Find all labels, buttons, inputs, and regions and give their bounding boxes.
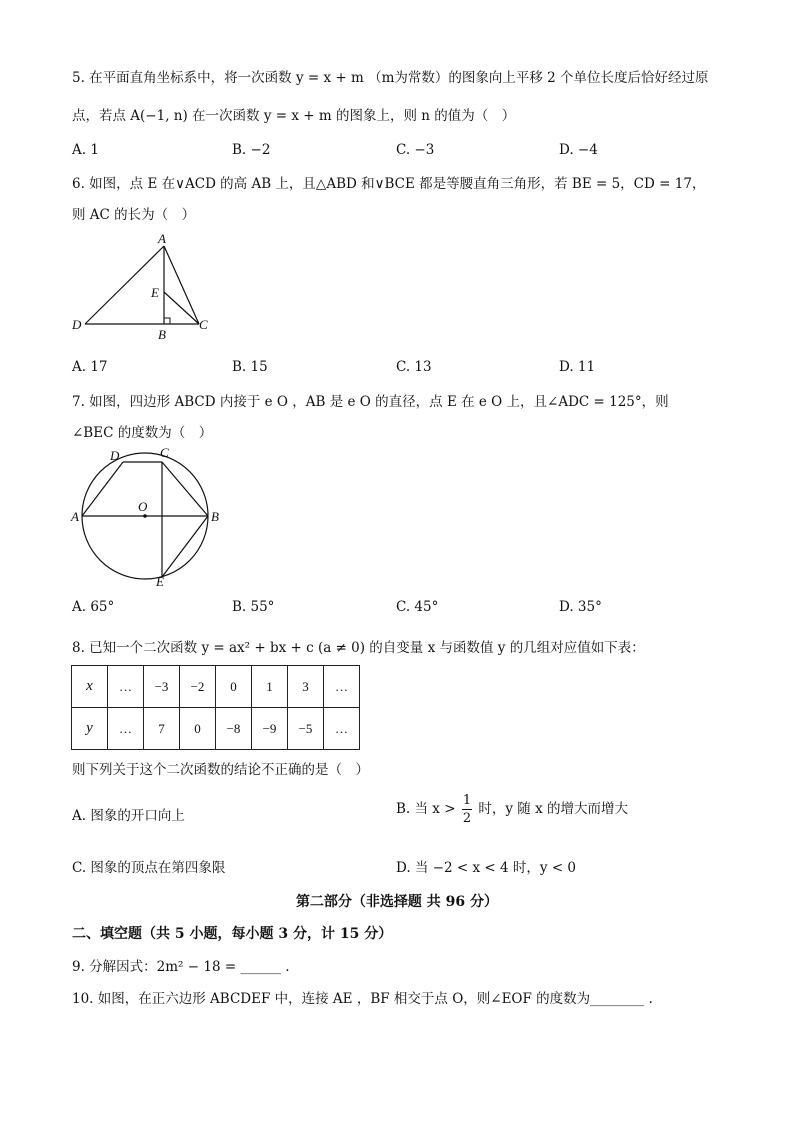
q8-option-d: D. 当 −2 < x < 4 时，y < 0: [396, 860, 577, 876]
q6-label-a: A: [158, 231, 166, 246]
q6-line1: 6. 如图，点 E 在∨ACD 的高 AB 上，且△ABD 和∨BCE 都是等腰直角三角形，若 BE = 5，CD = 17，: [72, 176, 706, 192]
table-cell: 7: [144, 708, 180, 750]
q6-line2: 则 AC 的长为（ ）: [72, 207, 196, 223]
fraction-numerator: 1: [462, 793, 472, 808]
q5-line1: 5. 在平面直角坐标系中，将一次函数 y = x + m （m为常数）的图象向上平移 2 个单位长度后恰好经过原: [72, 70, 709, 86]
q6-right-angle-mark: [164, 318, 170, 324]
table-cell: 0: [180, 708, 216, 750]
q8-option-a: A. 图象的开口向上: [72, 808, 185, 824]
q6-label-d: D: [72, 317, 82, 332]
q8-value-table: [71, 665, 360, 750]
table-cell: …: [324, 666, 360, 708]
q7-line2: ∠BEC 的度数为（ ）: [72, 425, 213, 441]
q6-option-d: D. 11: [559, 359, 596, 375]
table-cell: −8: [216, 708, 252, 750]
part2-title: 第二部分（非选择题 共 96 分）: [295, 894, 499, 910]
q6-label-c: C: [199, 317, 208, 332]
q7-option-b: B. 55°: [232, 599, 275, 615]
table-cell: …: [324, 708, 360, 750]
table-cell: −3: [144, 666, 180, 708]
q7-option-c: C. 45°: [396, 599, 439, 615]
table-cell: x: [72, 666, 108, 708]
q7-option-d: D. 35°: [559, 599, 602, 615]
q8-option-b-suffix: 时，y 随 x 的增大而增大: [478, 801, 629, 817]
q7-label-d: D: [110, 448, 120, 463]
q8-line1: 8. 已知一个二次函数 y = ax² + bx + c (a ≠ 0) 的自变量 x 与函数值 y 的几组对应值如下表：: [72, 640, 645, 656]
table-cell: y: [72, 708, 108, 750]
q6-triangle-figure: [66, 230, 216, 345]
table-cell: −2: [180, 666, 216, 708]
q7-segment-cb: [162, 462, 208, 516]
q8-option-c: C. 图象的顶点在第四象限: [72, 860, 226, 876]
table-cell: 3: [288, 666, 324, 708]
table-cell: 1: [252, 666, 288, 708]
table-cell: 0: [216, 666, 252, 708]
q6-option-a: A. 17: [72, 359, 108, 375]
q5-option-c: C. −3: [396, 142, 435, 158]
q6-option-c: C. 13: [396, 359, 432, 375]
q6-option-b: B. 15: [232, 359, 268, 375]
q5-option-b: B. −2: [232, 142, 271, 158]
q7-segment-be: [162, 516, 208, 577]
q5-option-a: A. 1: [72, 142, 99, 158]
q8-option-b: [396, 794, 628, 825]
q5-option-d: D. −4: [559, 142, 598, 158]
q6-segment-ec: [164, 292, 199, 324]
q6-label-e: E: [151, 285, 159, 300]
table-cell: …: [108, 708, 144, 750]
q8-option-b-prefix: B. 当 x >: [396, 801, 456, 817]
q6-label-b: B: [158, 327, 166, 342]
q7-circle-figure: [66, 443, 226, 588]
table-row: [72, 708, 360, 750]
q7-label-a: A: [71, 509, 79, 524]
table-cell: −5: [288, 708, 324, 750]
q9-text: 9. 分解因式：2m² − 18 = ______ .: [72, 959, 290, 975]
table-row: [72, 666, 360, 708]
q7-center-point: [143, 514, 147, 518]
q10-text: 10. 如图，在正六边形 ABCDEF 中，连接 AE ，BF 相交于点 O，则∠EOF 的度数为________ .: [72, 991, 653, 1007]
table-cell: −9: [252, 708, 288, 750]
table-cell: …: [108, 666, 144, 708]
q7-label-e: E: [156, 574, 164, 588]
q7-label-o: O: [138, 499, 148, 514]
section-heading: 二、填空题（共 5 小题，每小题 3 分，计 15 分）: [72, 926, 393, 942]
q6-segment-ac: [164, 246, 199, 324]
q7-line1: 7. 如图，四边形 ABCD 内接于 e O ，AB 是 e O 的直径，点 E 在 e O 上，且∠ADC = 125°，则: [72, 394, 669, 410]
q7-label-c: C: [160, 445, 169, 460]
q7-option-a: A. 65°: [72, 599, 115, 615]
q5-line2: 点，若点 A(−1, n) 在一次函数 y = x + m 的图象上，则 n 的值为（ ）: [72, 108, 516, 124]
q7-label-b: B: [211, 509, 219, 524]
q8-line2: 则下列关于这个二次函数的结论不正确的是（ ）: [72, 762, 369, 778]
fraction-denominator: 2: [462, 811, 472, 826]
q8-option-b-fraction: [462, 794, 472, 825]
